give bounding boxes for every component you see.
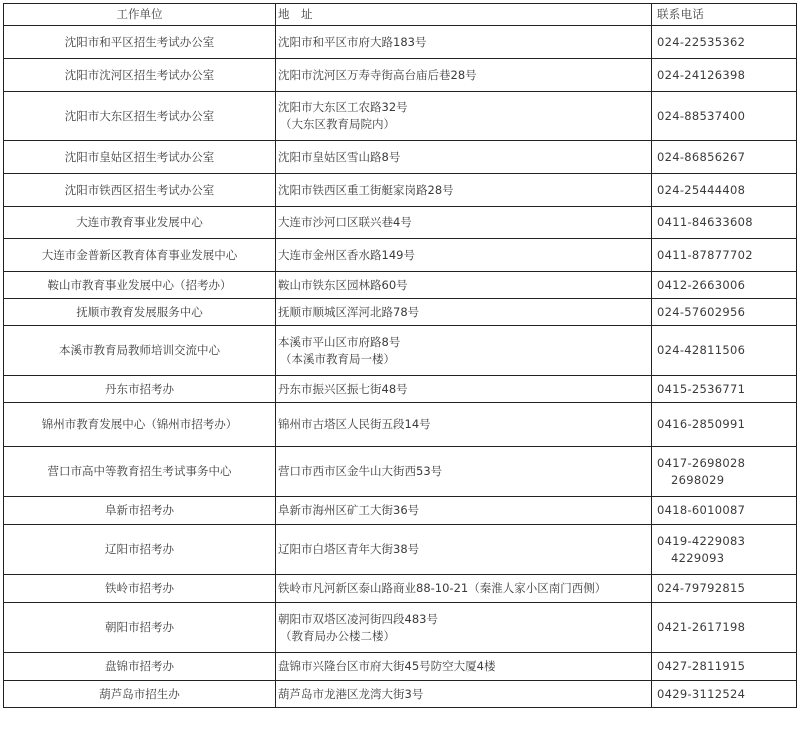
address-line: 丹东市振兴区振七街48号 (278, 381, 408, 396)
cell-unit: 辽阳市招考办 (4, 525, 276, 575)
phone-line: 024-24126398 (657, 67, 746, 82)
phone-line: 024-42811506 (657, 343, 746, 357)
phone-line: 024-25444408 (657, 182, 746, 197)
cell-phone (652, 207, 797, 239)
table-row (4, 326, 797, 376)
contact-table (3, 3, 797, 708)
table-row (4, 299, 797, 326)
cell-unit: 沈阳市和平区招生考试办公室 (4, 26, 276, 59)
phone-line: 0421-2617198 (657, 620, 746, 634)
cell-unit: 沈阳市铁西区招生考试办公室 (4, 174, 276, 207)
cell-phone (652, 525, 797, 575)
cell-unit: 本溪市教育局教师培训交流中心 (4, 326, 276, 376)
cell-unit: 沈阳市大东区招生考试办公室 (4, 92, 276, 141)
cell-unit: 铁岭市招考办 (4, 575, 276, 603)
cell-unit: 鞍山市教育事业发展中心（招考办） (4, 272, 276, 299)
cell-phone (652, 59, 797, 92)
phone-line: 024-86856267 (657, 149, 746, 164)
cell-phone (652, 497, 797, 525)
cell-phone (652, 653, 797, 681)
address-line: （大东区教育局院内） (280, 117, 395, 131)
table-row (4, 272, 797, 299)
cell-address (276, 403, 652, 447)
cell-unit: 抚顺市教育发展服务中心 (4, 299, 276, 326)
cell-unit: 营口市高中等教育招生考试事务中心 (4, 447, 276, 497)
cell-address (276, 497, 652, 525)
cell-phone (652, 575, 797, 603)
cell-phone (652, 447, 797, 497)
cell-address (276, 575, 652, 603)
table-row (4, 59, 797, 92)
cell-address (276, 299, 652, 326)
table-row (4, 653, 797, 681)
cell-unit: 阜新市招考办 (4, 497, 276, 525)
address-line: 沈阳市皇姑区雪山路8号 (278, 149, 401, 164)
cell-address (276, 603, 652, 653)
table-body (4, 26, 797, 708)
header-phone: 联系电话 (652, 4, 797, 26)
table-row (4, 376, 797, 403)
address-line: 鞍山市铁东区园林路60号 (278, 277, 408, 292)
cell-phone (652, 403, 797, 447)
header-unit: 工作单位 (4, 4, 276, 26)
address-line: 盘锦市兴隆台区市府大街45号防空大厦4楼 (278, 659, 496, 673)
cell-unit: 盘锦市招考办 (4, 653, 276, 681)
cell-phone (652, 26, 797, 59)
phone-line: 0418-6010087 (657, 503, 746, 517)
cell-phone (652, 299, 797, 326)
address-line: 沈阳市和平区市府大路183号 (278, 34, 427, 49)
table-row (4, 575, 797, 603)
phone-line: 0419-4229083 (657, 533, 746, 548)
table-row (4, 681, 797, 708)
table-row (4, 497, 797, 525)
phone-line: 024-22535362 (657, 34, 746, 49)
cell-unit: 沈阳市皇姑区招生考试办公室 (4, 141, 276, 174)
table-header-row (4, 4, 797, 26)
phone-line: 0416-2850991 (657, 417, 746, 431)
phone-line: 024-79792815 (657, 581, 746, 595)
cell-phone (652, 326, 797, 376)
cell-address (276, 174, 652, 207)
phone-line: 024-88537400 (657, 108, 746, 123)
cell-unit: 大连市金普新区教育体育事业发展中心 (4, 239, 276, 272)
cell-address (276, 376, 652, 403)
address-line: 朝阳市双塔区凌河街四段483号 (278, 611, 438, 626)
table-row (4, 141, 797, 174)
cell-unit: 葫芦岛市招生办 (4, 681, 276, 708)
address-line: （本溪市教育局一楼） (280, 351, 395, 366)
address-line: 沈阳市沈河区万寿寺街高台庙后巷28号 (278, 67, 477, 82)
address-line: （教育局办公楼二楼） (280, 628, 395, 643)
address-line: 沈阳市铁西区重工街艇家岗路28号 (278, 182, 454, 197)
cell-phone (652, 92, 797, 141)
cell-address (276, 272, 652, 299)
address-line: 辽阳市白塔区青年大街38号 (278, 542, 420, 556)
cell-address (276, 92, 652, 141)
cell-address (276, 326, 652, 376)
table-row (4, 603, 797, 653)
phone-line: 0411-87877702 (657, 247, 753, 262)
cell-address (276, 447, 652, 497)
phone-line: 0417-2698028 (657, 455, 746, 470)
cell-address (276, 59, 652, 92)
table-row (4, 174, 797, 207)
cell-address (276, 141, 652, 174)
cell-address (276, 525, 652, 575)
table-row (4, 207, 797, 239)
phone-line: 024-57602956 (657, 304, 746, 319)
cell-phone (652, 141, 797, 174)
table-row (4, 239, 797, 272)
table-row (4, 403, 797, 447)
table-row (4, 525, 797, 575)
address-line: 营口市西市区金牛山大街西53号 (278, 464, 443, 478)
cell-unit: 沈阳市沈河区招生考试办公室 (4, 59, 276, 92)
address-line: 铁岭市凡河新区泰山路商业88-10-21（秦淮人家小区南门西侧） (278, 581, 607, 595)
cell-address (276, 207, 652, 239)
address-line: 大连市金州区香水路149号 (278, 247, 415, 262)
table-row (4, 26, 797, 59)
phone-line: 0429-3112524 (657, 686, 746, 701)
address-line: 锦州市古塔区人民街五段14号 (278, 417, 431, 431)
phone-line: 0427-2811915 (657, 659, 746, 673)
cell-unit: 朝阳市招考办 (4, 603, 276, 653)
cell-unit: 丹东市招考办 (4, 376, 276, 403)
cell-address (276, 26, 652, 59)
cell-phone (652, 603, 797, 653)
address-line: 抚顺市顺城区浑河北路78号 (278, 304, 420, 319)
phone-line: 0415-2536771 (657, 381, 746, 396)
cell-phone (652, 272, 797, 299)
cell-unit: 大连市教育事业发展中心 (4, 207, 276, 239)
phone-line: 2698029 (671, 472, 725, 487)
address-line: 本溪市平山区市府路8号 (278, 334, 401, 349)
cell-phone (652, 174, 797, 207)
cell-address (276, 239, 652, 272)
cell-phone (652, 239, 797, 272)
address-line: 沈阳市大东区工农路32号 (278, 100, 408, 114)
phone-line: 4229093 (671, 550, 725, 565)
address-line: 葫芦岛市龙港区龙湾大街3号 (278, 686, 424, 701)
cell-address (276, 653, 652, 681)
phone-line: 0412-2663006 (657, 277, 746, 292)
table-row (4, 92, 797, 141)
phone-line: 0411-84633608 (657, 215, 753, 229)
cell-phone (652, 376, 797, 403)
cell-address (276, 681, 652, 708)
cell-phone (652, 681, 797, 708)
cell-unit: 锦州市教育发展中心（锦州市招考办） (4, 403, 276, 447)
address-line: 大连市沙河口区联兴巷4号 (278, 215, 412, 229)
table-row (4, 447, 797, 497)
address-line: 阜新市海州区矿工大街36号 (278, 503, 420, 517)
header-address: 地 址 (276, 4, 652, 26)
